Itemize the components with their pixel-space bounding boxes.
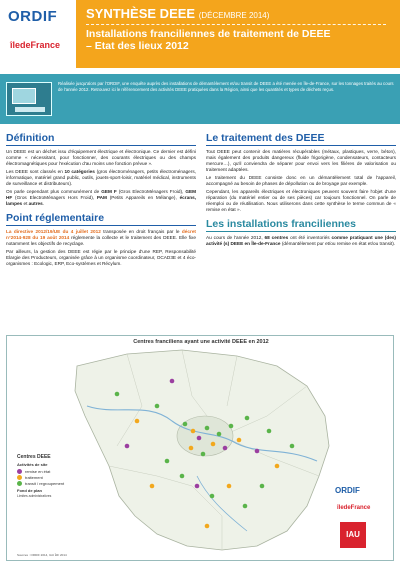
title-date: (DÉCEMBRE 2014) <box>198 11 270 20</box>
definition-p3: On parle cependant plus communément de GEM F (Gros ElectroMénagers Froid), GEM HF (Gros ElectroMénagers Hors Froid), PAM (Petits Appareils en Mélange), écrans, lampes et autres. <box>6 188 197 206</box>
legend-item-transit: transit / regroupement <box>17 480 127 486</box>
page-subtitle-line2: – Etat des lieux 2012 <box>86 40 189 52</box>
map-ordif-logo: ORDIF <box>335 486 360 495</box>
right-column <box>206 132 396 249</box>
treatment-p2: Le traitement du DEEE consiste donc en un démantèlement total de l'appareil, accompagné au besoin de phases de dépollution ou de broyage par exemple. <box>206 174 396 186</box>
definition-p1: Un DEEE est un déchet issu d'équipement électrique et électronique. Ce dernier est défini comme « nécessitant, pour fonctionner, des courants électriques ou des champs électromagnétiques pour l'exécution d'au moins une fonction prévue ». <box>6 149 196 167</box>
definition-heading: Définition <box>6 132 196 146</box>
map-legend <box>17 454 127 499</box>
legend-item-remise: remise en état <box>17 468 127 474</box>
computer-icon <box>6 82 52 116</box>
idf-map <box>7 336 395 562</box>
page-title <box>86 6 390 21</box>
iledefrance-logo: îledeFrance <box>10 40 61 50</box>
header <box>0 0 400 68</box>
treatment-p3: Cependant, les appareils électriques et électroniques peuvent souvent faire l'objet d'une réparation (du matériel entier ou de ses pièces) car toujours fonctionnel. On parle de réemploi ou de réutilisation. Nous utiliserons dans cette synthèse le terme commun de « remise en état ». <box>206 188 396 212</box>
definition-p2: Les DEEE sont classés en 10 catégories (gros électroménagers, petits électroménagers, informatique, matériel grand public, outils, jouets-sport-loisir, matériel médical, instruments de surveillance et distributeurs). <box>6 168 196 186</box>
legend-limits-label: Limites administratives <box>17 494 52 498</box>
installations-p1: Au cours de l'année 2012, 68 centres ont été inventoriés comme pratiquant une (des) activité (s) DEEE en Île-de-France (démantèlement pur et/ou remise en état et/ou transit). <box>206 234 396 247</box>
logo-area <box>0 0 76 68</box>
page-subtitle-line1: Installations franciliennes de traitement de DEEE <box>86 28 331 40</box>
treatment-p1: Tout DEEE peut contenir des matières récupérables (métaux, plastiques, verre, béton), mais également des produits dangereux (fluide frigorigène, condensateurs, contacteurs mercure…), qu'il conviendra de séparer pour envoi vers les filières de valorisation ou traitement adaptées. <box>206 149 396 173</box>
map-iledefrance-logo: îledeFrance <box>337 505 371 511</box>
map-panel <box>6 335 394 561</box>
ordif-logo: ORDIF <box>8 8 58 25</box>
regulation-p2: Par ailleurs, la gestion des DEEE est régie par le principe d'une REP, Responsabilité Elargie des Producteurs, organisée grâce à un organisme coordinateur, OCAD3E et 4 éco-organismes : Ecologic, ERP, Eco-systèmes et Récylum. <box>6 248 196 266</box>
legend-title: Centres DEEE <box>17 454 51 460</box>
regulation-p1: La directive 2012/19/UE du 4 juillet 2012 transposée en droit français par le décret n°2014-928 du 19 août 2014 réglemente la collecte et le traitement des DEEE. Elle fixe notamment les objectifs de recyclage. <box>6 228 196 247</box>
legend-dot-green-icon <box>17 481 22 486</box>
intro-text: Réalisée jusqu'alors par l'ORDIF, une enquête auprès des installations de démantèlement et/ou transit de DEEE a été menée en Île-de-France, sur les tonnages traités au cours de l'année 2012. Retrouvez ici le référencement des activités DEEE pratiquées dans la Région, ainsi que les quantités et types de déchets reçus. <box>58 81 394 92</box>
legend-dot-orange-icon <box>17 475 22 480</box>
left-column <box>6 132 196 268</box>
treatment-heading: Le traitement des DEEE <box>206 132 396 146</box>
title-text: SYNTHÈSE DEEE <box>86 6 196 21</box>
map-credits: Sources : ORDIF 2014, IAU ÎdF 2014 <box>17 553 67 557</box>
legend-item-traitement: traitement <box>17 474 127 480</box>
map-title: Centres franciliens ayant une activité DEEE en 2012 <box>133 339 269 345</box>
legend-background-label: Fond de plan <box>17 488 42 493</box>
installations-heading: Les installations franciliennes <box>206 218 396 232</box>
map-iau-logo: IAU <box>340 522 366 548</box>
legend-dot-purple-icon <box>17 469 22 474</box>
title-band <box>76 0 400 68</box>
title-divider <box>86 24 386 25</box>
intro-band <box>0 74 400 124</box>
regulation-heading: Point réglementaire <box>6 212 196 226</box>
legend-subtitle: Activités de site <box>17 462 48 467</box>
